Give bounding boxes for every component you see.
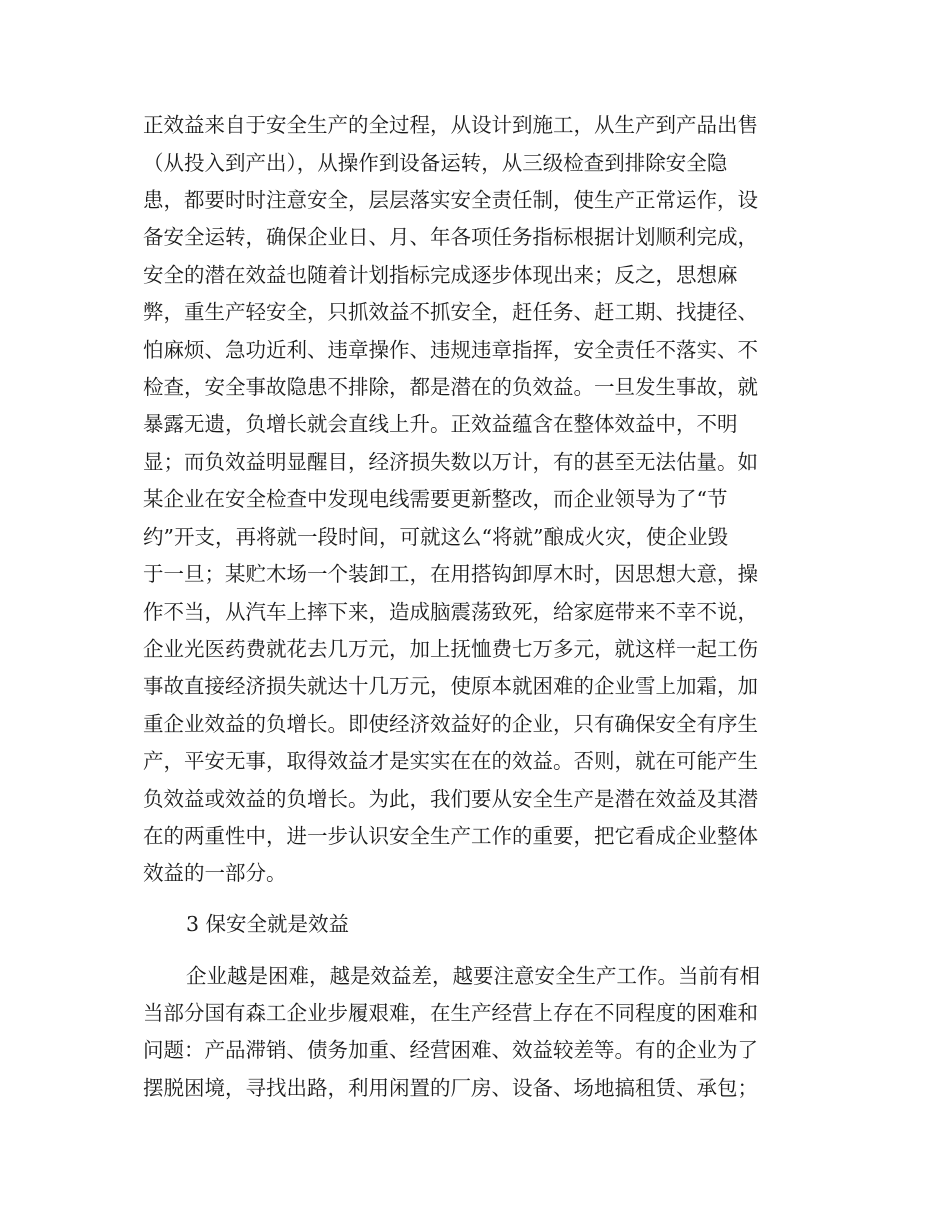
text-line: 暴露无遗，负增长就会直线上升。正效益蕴含在整体效益中，不明 — [143, 412, 738, 436]
text-line: 当部分国有森工企业步履艰难，在生产经营上存在不同程度的困难和 — [143, 1001, 758, 1025]
text-line: 备安全运转，确保企业日、月、年各项任务指标根据计划顺利完成， — [143, 225, 758, 249]
text-line: （从投入到产出），从操作到设备运转，从三级检查到排除安全隐 — [143, 151, 728, 175]
text-line: 约”开支，再将就一段时间，可就这么“将就”酿成火灾，使企业毁 — [143, 525, 728, 549]
text-line: 问题：产品滞销、债务加重、经营困难、效益较差等。有的企业为了 — [143, 1038, 758, 1062]
section-heading: 3 保安全就是效益 — [186, 912, 350, 936]
text-line: 患，都要时时注意安全，层层落实安全责任制，使生产正常运作，设 — [143, 188, 758, 212]
text-line: 重企业效益的负增长。即使经济效益好的企业，只有确保安全有序生 — [143, 712, 758, 736]
text-line: 企业光医药费就花去几万元，加上抚恤费七万多元，就这样一起工伤 — [143, 637, 758, 661]
text-line: 负效益或效益的负增长。为此，我们要从安全生产是潜在效益及其潜 — [143, 787, 758, 811]
text-line: 怕麻烦、急功近利、违章操作、违规违章指挥，安全责任不落实、不 — [143, 338, 758, 362]
text-line: 在的两重性中，进一步认识安全生产工作的重要，把它看成企业整体 — [143, 824, 758, 848]
text-line: 企业越是困难，越是效益差，越要注意安全生产工作。当前有相 — [186, 964, 760, 988]
text-line: 弊，重生产轻安全，只抓效益不抓安全，赶任务、赶工期、找捷径、 — [143, 300, 758, 324]
text-line: 检查，安全事故隐患不排除，都是潜在的负效益。一旦发生事故，就 — [143, 375, 758, 399]
text-line: 于一旦；某贮木场一个装卸工，在用搭钩卸厚木时，因思想大意，操 — [143, 562, 758, 586]
text-line: 安全的潜在效益也随着计划指标完成逐步体现出来；反之，思想麻 — [143, 263, 738, 287]
text-line: 产，平安无事，取得效益才是实实在在的效益。否则，就在可能产生 — [143, 749, 758, 773]
text-line: 作不当，从汽车上摔下来，造成脑震荡致死，给家庭带来不幸不说， — [143, 600, 758, 624]
text-line: 事故直接经济损失就达十几万元，使原本就困难的企业雪上加霜，加 — [143, 674, 758, 698]
text-line: 效益的一部分。 — [143, 861, 287, 885]
text-line: 显；而负效益明显醒目，经济损失数以万计，有的甚至无法估量。如 — [143, 450, 758, 474]
text-line: 某企业在安全检查中发现电线需要更新整改，而企业领导为了“节 — [143, 487, 728, 511]
text-line: 摆脱困境，寻找出路，利用闲置的厂房、设备、场地搞租赁、承包； — [143, 1076, 758, 1100]
text-line: 正效益来自于安全生产的全过程，从设计到施工，从生产到产品出售 — [143, 113, 758, 137]
